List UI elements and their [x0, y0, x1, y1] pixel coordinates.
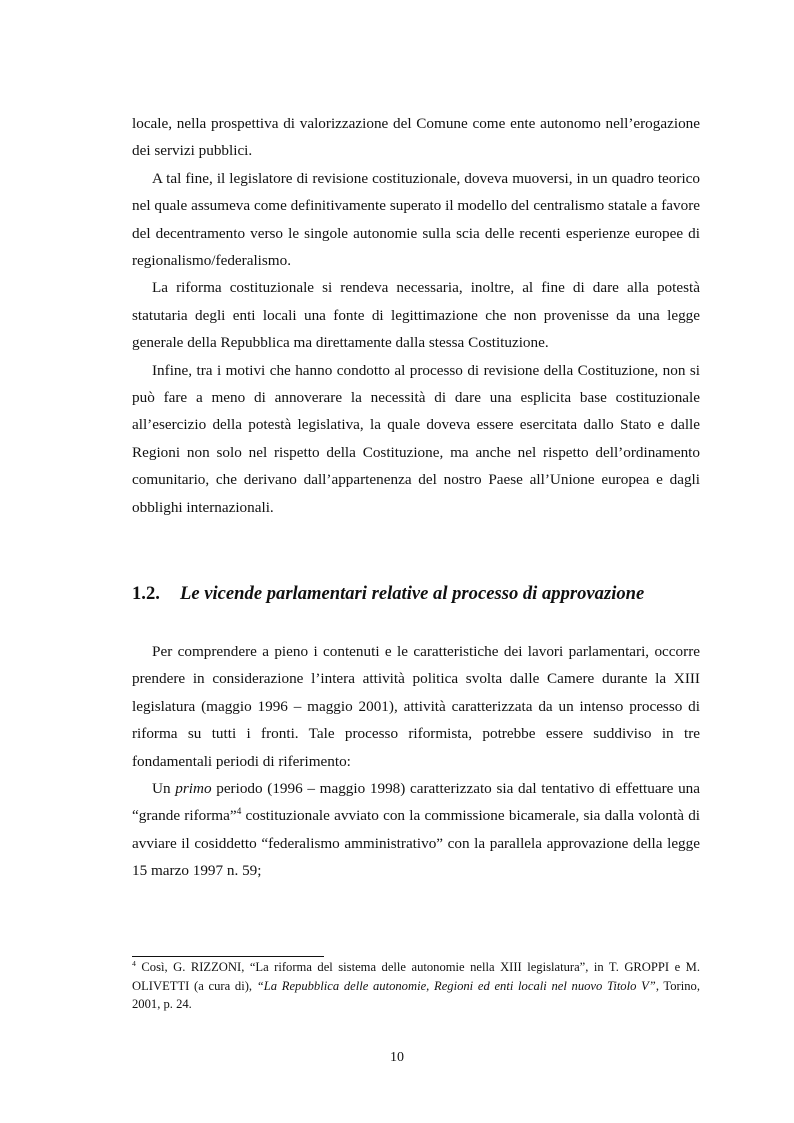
paragraph-legislative-power: Infine, tra i motivi che hanno condotto al processo di revisione della Costituzione, non si può fare a meno di annoverare la necessità di dare una esplicita base costituzionale all’esercizio della potestà legislativa, la quale doveva essere esercitata dallo Stato e dalle Regioni non solo nel rispetto della Costituzione, ma anche nel rispetto dell’ordinamento comunitario, che derivano dall’appartenenza del nostro Paese all’Unione europea e dagli obblighi internazionali.	[132, 361, 700, 516]
footnote-title: “La Repubblica delle autonomie, Regioni ed enti locali nel nuovo Titolo V”	[256, 978, 656, 993]
body-text-bottom	[132, 638, 700, 885]
section-heading	[132, 580, 712, 608]
section-title: Le vicende parlamentari relative al processo di approvazione	[180, 583, 645, 604]
first-period-end: costituzionale avviato con la commissione bicamerale, sia dalla volontà di avviare il cosiddetto “federalismo amministrativo” con la parallela approvazione della legge 15 marzo 1997 n. 59;	[132, 807, 701, 880]
first-period-emphasis: primo	[175, 780, 212, 798]
paragraph-continuation: locale, nella prospettiva di valorizzazione del Comune come ente autonomo nell’erogazione dei servizi pubblici.	[132, 115, 700, 160]
section-number: 1.2.	[132, 583, 160, 604]
body-text-top	[132, 110, 700, 521]
paragraph-first-period	[132, 775, 700, 885]
footnote-text-a: Così, G. RIZZONI, “La riforma del sistema delle autonomie nella XIII legislatura”, in T. GROPPI e M. OLIVETTI (a cura di),	[132, 960, 700, 993]
paragraph-parliamentary-work: Per comprendere a pieno i contenuti e le caratteristiche dei lavori parlamentari, occorre prendere in considerazione l’intera attività politica svolta dalle Camere durante la XIII legislatura (maggio 1996 – maggio 2001), attività caratterizzata da un intenso processo di riforma su tutti i fronti. Tale processo riformista, potrebbe essere suddiviso in tre fondamentali periodi di riferimento:	[132, 643, 700, 770]
footnote-marker: 4	[132, 958, 136, 968]
paragraph-purpose: A tal fine, il legislatore di revisione costituzionale, doveva muoversi, in un quadro teorico nel quale assumeva come definitivamente superato il modello del centralismo statale a favore del decentramento verso le singole autonomie sulla scia delle recenti esperienze europee di regionalismo/federalismo.	[132, 169, 700, 270]
first-period-start: Un	[152, 780, 176, 798]
footnote-text-b: , Torino, 2001, p. 24.	[132, 978, 700, 1011]
paragraph-statutory-power: La riforma costituzionale si rendeva necessaria, inoltre, al fine di dare alla potestà statutaria degli enti locali una fonte di legittimazione che non provenisse da una legge generale della Repubblica ma direttamente dalla stessa Costituzione.	[132, 279, 700, 352]
footnote-separator	[132, 956, 324, 957]
first-period-middle: periodo (1996 – maggio 1998) caratterizzato sia dal tentativo di effettuare una “grande riforma”	[132, 780, 701, 825]
page-number: 10	[390, 1050, 404, 1065]
footnote-reference[interactable]: 4	[236, 807, 242, 818]
footnote	[132, 958, 700, 1014]
